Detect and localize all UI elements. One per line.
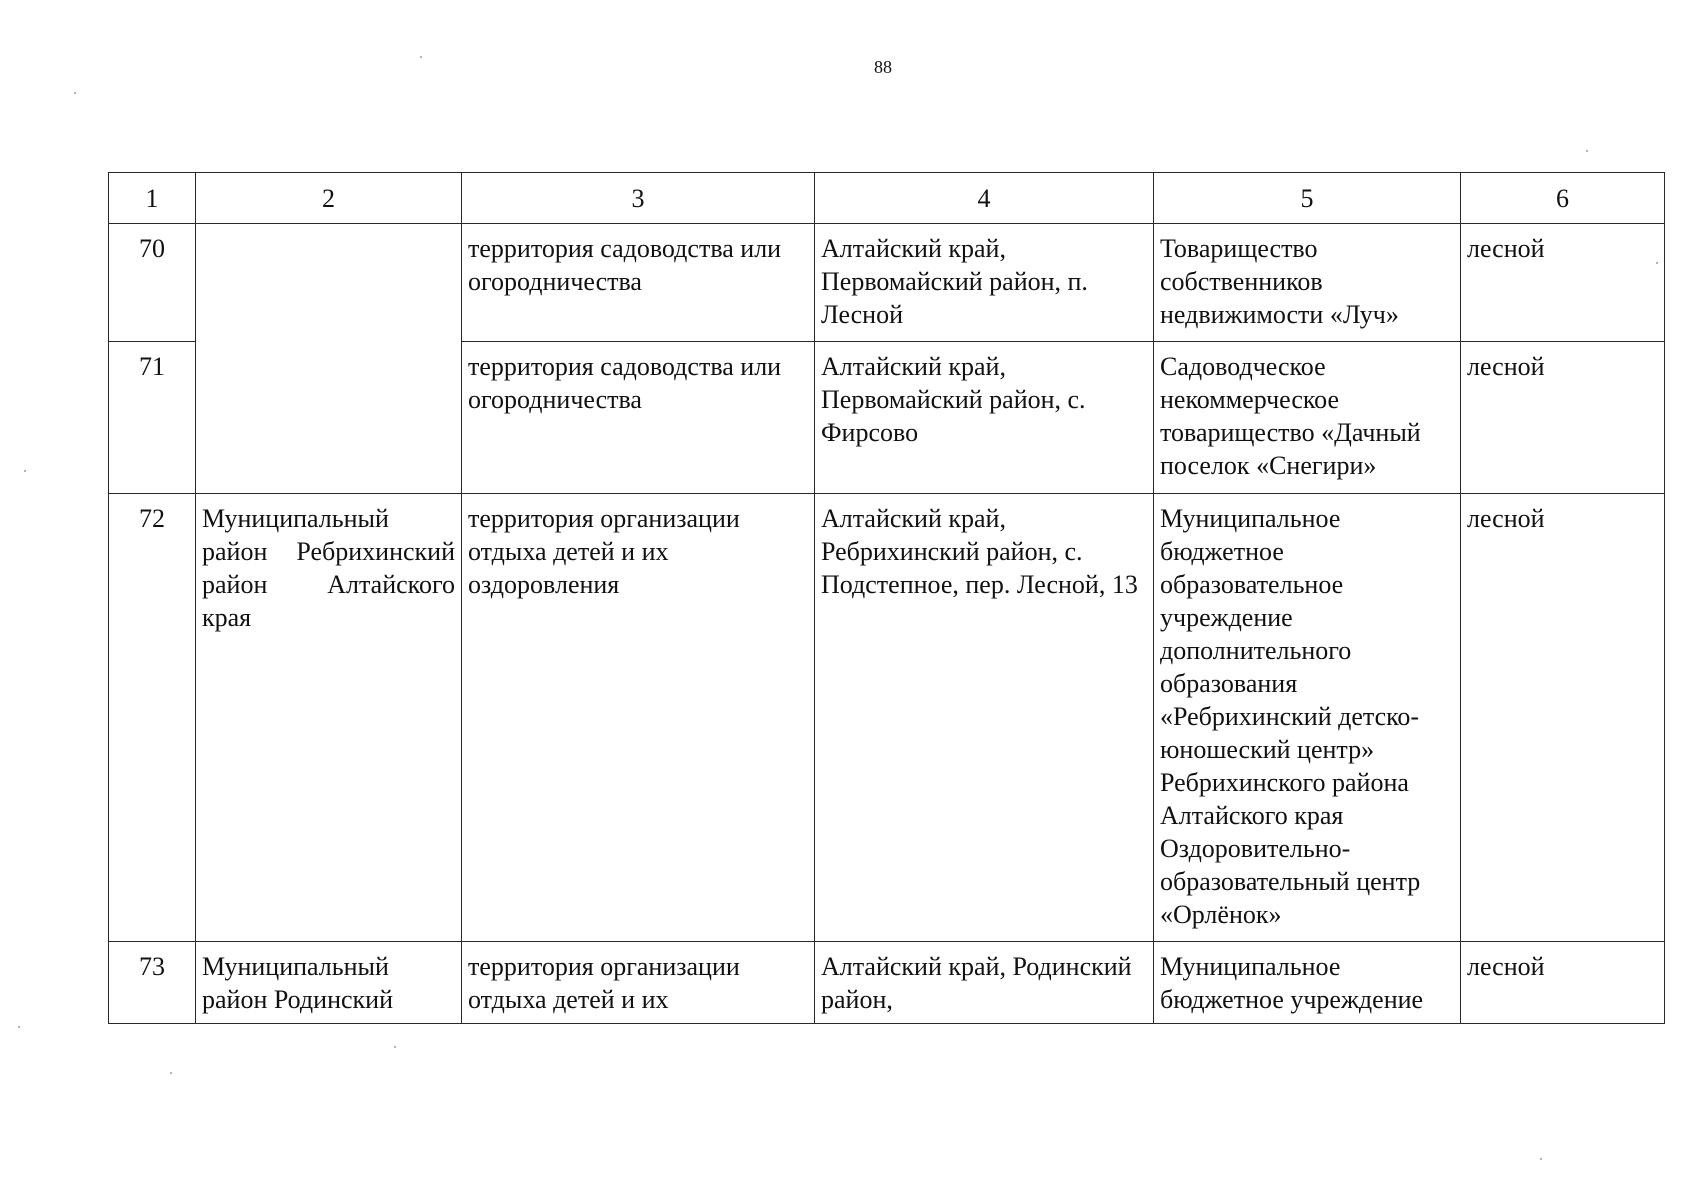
territory-cell: территория организации отдыха детей и их <box>462 942 815 1024</box>
type-cell: лесной <box>1461 224 1665 342</box>
municipality-cell <box>196 224 462 494</box>
row-number-cell: 70 <box>109 224 196 342</box>
table-header-row <box>109 173 1665 224</box>
municipality-cell: Муниципальный район Ребрихинский район Алтайского края <box>196 494 462 942</box>
settlements-table <box>108 172 1665 1024</box>
scan-speck <box>394 1046 396 1048</box>
scan-speck <box>18 1026 20 1028</box>
header-cell-4: 4 <box>815 173 1154 224</box>
header-cell-6: 6 <box>1461 173 1665 224</box>
scan-speck <box>170 1072 172 1074</box>
scan-speck <box>1540 1158 1542 1160</box>
header-cell-3: 3 <box>462 173 815 224</box>
table-row <box>109 942 1665 1024</box>
page-number: 88 <box>874 57 892 77</box>
organization-cell: Муниципальное бюджетное образовательное учреждение дополнительного образования «Ребрихинский детско-юношеский центр» Ребрихинского района Алтайского края Оздоровительно-образовательный центр «Орлёнок» <box>1154 494 1461 942</box>
territory-cell: территория организации отдыха детей и их оздоровления <box>462 494 815 942</box>
territory-cell: территория садоводства или огородничества <box>462 224 815 342</box>
row-number-cell: 71 <box>109 342 196 494</box>
row-number-cell: 72 <box>109 494 196 942</box>
header-cell-5: 5 <box>1154 173 1461 224</box>
territory-cell: территория садоводства или огородничества <box>462 342 815 494</box>
organization-cell: Муниципальное бюджетное учреждение <box>1154 942 1461 1024</box>
type-cell: лесной <box>1461 342 1665 494</box>
organization-cell: Товарищество собственников недвижимости «Луч» <box>1154 224 1461 342</box>
scan-speck <box>74 92 76 94</box>
row-number-cell: 73 <box>109 942 196 1024</box>
type-cell: лесной <box>1461 942 1665 1024</box>
header-cell-1: 1 <box>109 173 196 224</box>
scan-speck <box>1656 262 1658 264</box>
organization-cell: Садоводческое некоммерческое товарищество «Дачный поселок «Снегири» <box>1154 342 1461 494</box>
address-cell: Алтайский край, Первомайский район, с. Фирсово <box>815 342 1154 494</box>
header-cell-2: 2 <box>196 173 462 224</box>
type-cell: лесной <box>1461 494 1665 942</box>
table-row <box>109 494 1665 942</box>
address-cell: Алтайский край, Первомайский район, п. Лесной <box>815 224 1154 342</box>
table-row <box>109 224 1665 342</box>
scan-speck <box>1586 150 1588 152</box>
scan-speck <box>420 56 422 58</box>
address-cell: Алтайский край, Ребрихинский район, с. Подстепное, пер. Лесной, 13 <box>815 494 1154 942</box>
address-cell: Алтайский край, Родинский район, <box>815 942 1154 1024</box>
scan-speck <box>24 470 26 472</box>
municipality-cell: Муниципальный район Родинский <box>196 942 462 1024</box>
